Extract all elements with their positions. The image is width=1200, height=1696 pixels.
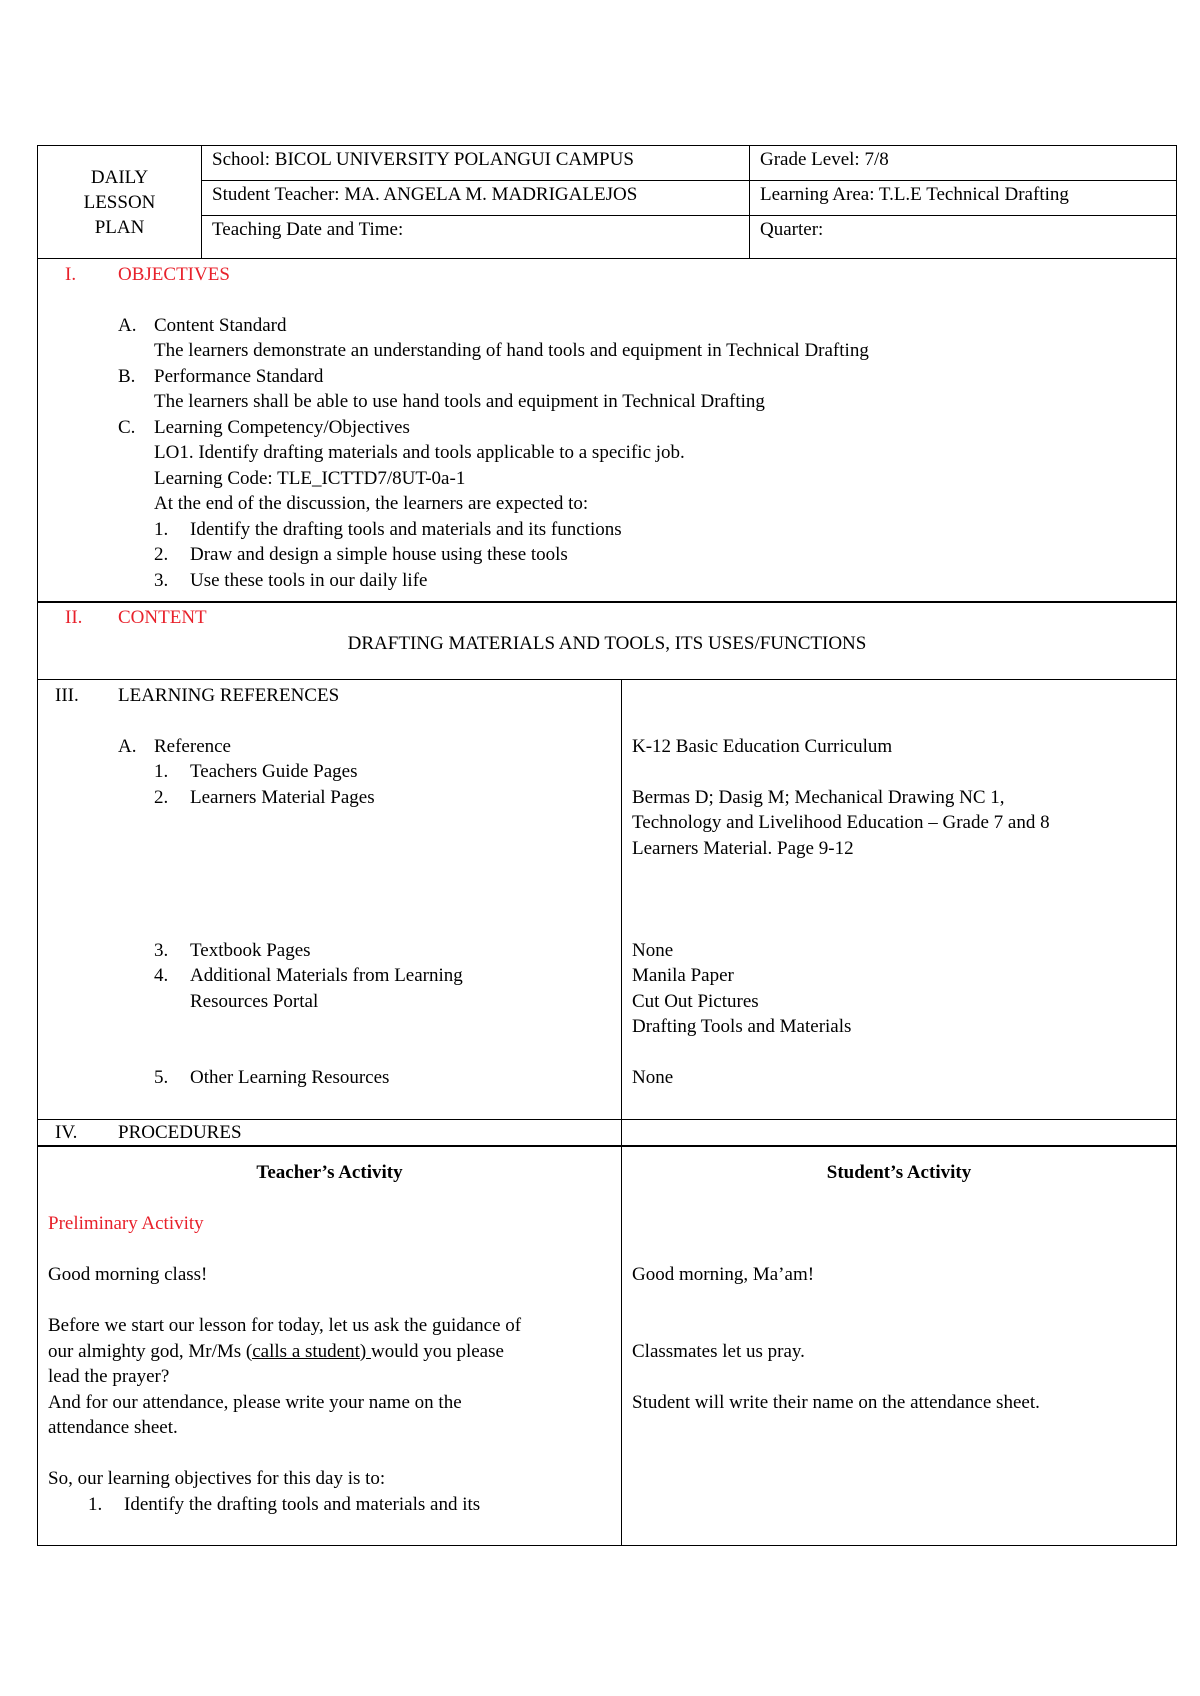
preliminary-activity: Preliminary Activity xyxy=(48,1213,204,1234)
learning-area-field: Learning Area: T.L.E Technical Drafting xyxy=(750,181,1177,216)
list-item: 3. Use these tools in our daily life xyxy=(154,569,428,591)
references-heading: III. LEARNING REFERENCES xyxy=(55,684,340,706)
teaching-date-field: Teaching Date and Time: xyxy=(202,216,750,259)
procedures-heading: IV. PROCEDURES xyxy=(55,1121,242,1143)
procedures-section xyxy=(37,1145,1177,1546)
quarter-field: Quarter: xyxy=(750,216,1177,259)
content-standard: A. Content Standard xyxy=(118,314,287,336)
objectives-section: I. OBJECTIVES A. Content Standard The learners demonstrate an understanding of hand tools and equipment in Technical Drafting B. Performance Standard The learners shall be able to use hand tools and equipment in Technical Drafting C. Learning Competency/Objectives LO1. Identify drafting materials and tools applicable to a specific job. Learning Code: TLE_ICTTD7/8UT-0a-1 At the end of the discussion, the learners are expected to: 1. Identify the drafting tools and materials and its functions 2. Draw and design a simple house using these tools 3. Use these tools in our daily life xyxy=(37,258,1177,603)
teacher-activity-heading: Teacher’s Activity xyxy=(256,1162,403,1183)
learning-competency: C. Learning Competency/Objectives xyxy=(118,416,410,438)
objectives-heading: I. OBJECTIVES xyxy=(65,263,230,285)
list-item: 1. Teachers Guide Pages xyxy=(154,761,358,782)
grade-level-field: Grade Level: 7/8 xyxy=(750,146,1177,181)
student-activity-heading: Student’s Activity xyxy=(826,1162,972,1183)
list-item: 4. Additional Materials from Learning xyxy=(154,965,463,986)
student-teacher-field: Student Teacher: MA. ANGELA M. MADRIGALEJOS xyxy=(202,181,750,216)
references-values: K-12 Basic Education Curriculum Bermas D; Dasig M; Mechanical Drawing NC 1, Technology and Livelihood Education – Grade 7 and 8 Learners Material. Page 9-12 None Manila Paper Cut Out Pictures Drafting Tools and Materials None xyxy=(622,679,1177,1119)
student-activity-column: Student’s Activity Good morning, Ma’am! Classmates let us pray. Student will write their name on the attendance sheet. xyxy=(622,1146,1177,1546)
header-table xyxy=(37,145,1177,259)
performance-standard: B. Performance Standard xyxy=(118,365,324,387)
list-item: 3. Textbook Pages xyxy=(154,939,311,961)
school-field: School: BICOL UNIVERSITY POLANGUI CAMPUS xyxy=(202,146,750,181)
list-item: 2. Draw and design a simple house using these tools xyxy=(154,544,568,565)
content-topic: DRAFTING MATERIALS AND TOOLS, ITS USES/FUNCTIONS xyxy=(347,632,867,654)
lesson-plan-document xyxy=(37,145,1177,1546)
list-item: 1. Identify the drafting tools and materials and its functions xyxy=(154,518,622,540)
content-heading: II. CONTENT xyxy=(65,607,207,628)
content-section xyxy=(37,601,1177,680)
list-item: 5. Other Learning Resources xyxy=(154,1067,390,1088)
teacher-activity-column: Teacher’s Activity Preliminary Activity Good morning class! Before we start our lesson for today, let us ask the guidance of our almighty god, Mr/Ms (calls a student) would you please lead the prayer? And for our attendance, please write your name on the attendance sheet. So, our learning objectives for this day is to: 1. Identify the drafting tools and materials and its xyxy=(38,1146,622,1546)
list-item: 2. Learners Material Pages xyxy=(154,786,375,808)
list-item: 1. Identify the drafting tools and materials and its xyxy=(88,1493,481,1515)
dlp-title: DAILY LESSON PLAN xyxy=(38,146,202,259)
references-section: III. LEARNING REFERENCES A. Reference 1. Teachers Guide Pages 2. Learners Material Pages 3. Textbook Pages 4. Additional Materials from Learning Resources Portal 5. Other Learning Resources K-12 Basic Education Curriculum Bermas D; Dasig M; Mechanical Drawing NC 1, Technology and Livelihood Education – Grade 7 and 8 Learners Material. Page 9-12 None Manila Paper Cut Out Pictures Drafting Tools and Materials None IV. PROCEDURES xyxy=(37,679,1177,1147)
